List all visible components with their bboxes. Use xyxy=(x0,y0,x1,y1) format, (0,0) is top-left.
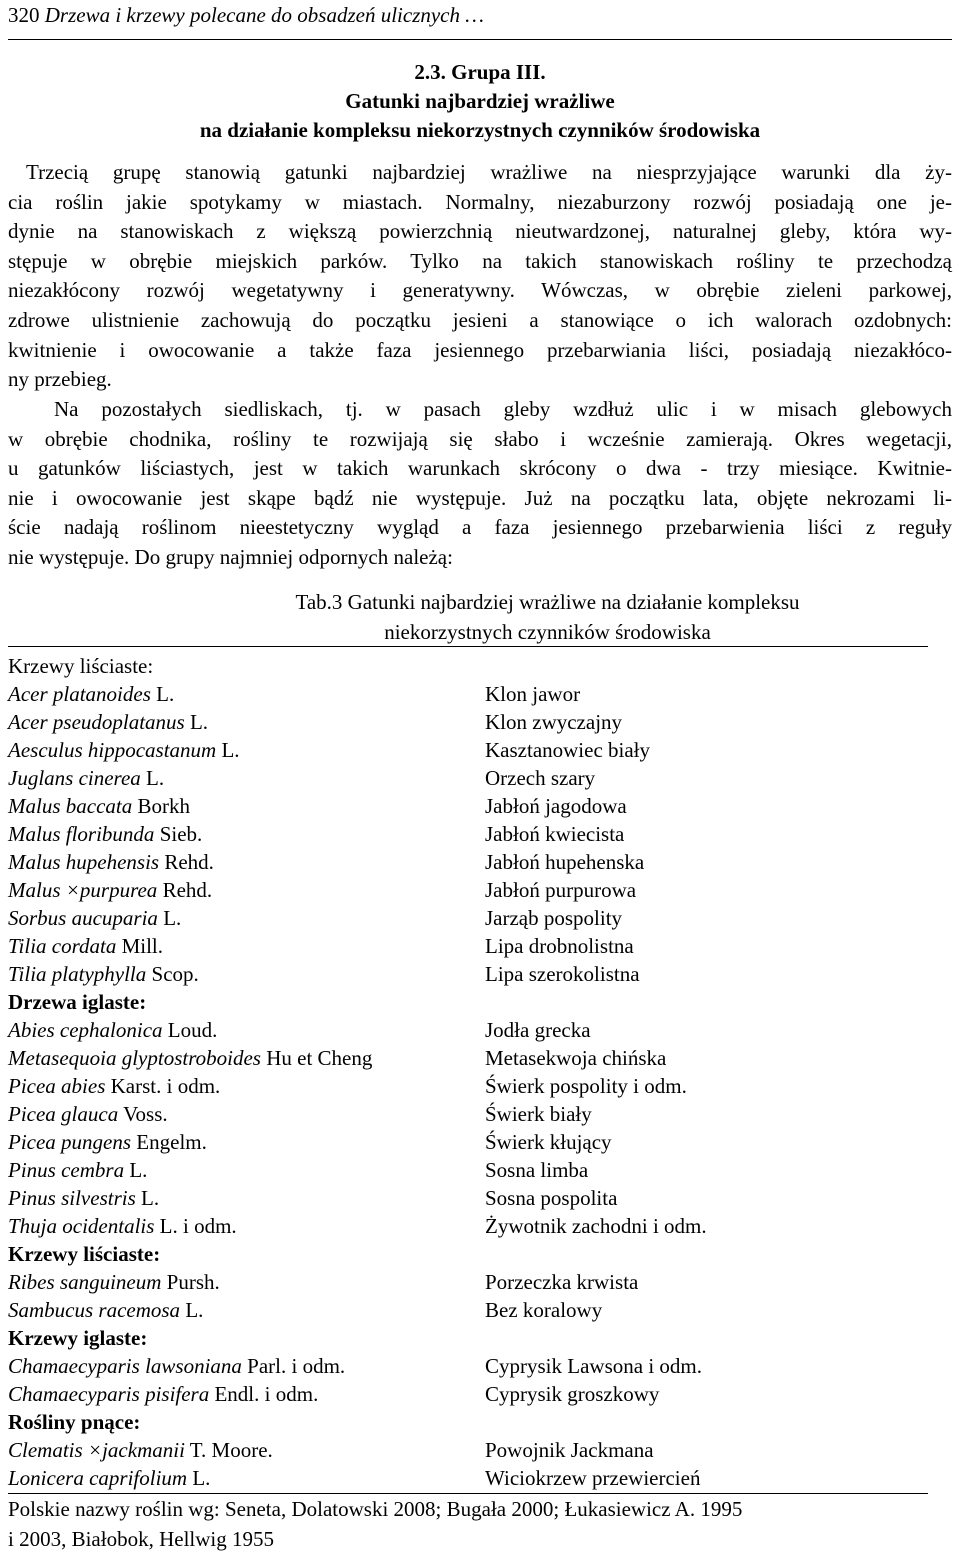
polish-name: Jarząb pospolity xyxy=(485,906,623,930)
latin-name: Pinus cembra xyxy=(8,1158,125,1182)
paragraph-line: kwitnienie i owocowanie a także faza jesiennego przebarwiania liści, posiadają niezakłóco- xyxy=(8,337,952,362)
author-abbrev: L. xyxy=(187,1466,211,1490)
table-row xyxy=(8,1100,952,1128)
polish-name: Lipa szerokolistna xyxy=(485,962,640,986)
latin-name-cell xyxy=(8,876,212,904)
author-abbrev: Hu et Cheng xyxy=(260,1046,373,1070)
table-row xyxy=(8,876,952,904)
author-abbrev: L. xyxy=(140,766,165,790)
table-row xyxy=(8,1128,952,1156)
latin-name: Abies cephalonica xyxy=(8,1018,163,1042)
latin-name: Tilia cordata xyxy=(8,934,117,958)
author-abbrev: L. xyxy=(180,1298,204,1322)
table-row xyxy=(8,1352,952,1380)
latin-name: Chamaecyparis pisifera xyxy=(8,1382,210,1406)
footnote-line1: Polskie nazwy roślin wg: Seneta, Dolatowski 2008; Bugała 2000; Łukasiewicz A. 1995 xyxy=(8,1497,743,1521)
table-row xyxy=(8,680,952,708)
latin-name-cell xyxy=(8,1100,168,1128)
latin-name-cell xyxy=(8,708,208,736)
paragraph-line: nie i owocowanie jest skąpe bądź nie występuje. Już na początku lata, objęte nekrozami li- xyxy=(8,485,952,510)
section-title-line1: Gatunki najbardziej wrażliwe xyxy=(345,89,615,113)
table-row xyxy=(8,1380,952,1408)
table-category-row xyxy=(8,1408,952,1436)
polish-name: Cyprysik Lawsona i odm. xyxy=(485,1354,702,1378)
author-abbrev: Karst. i odm. xyxy=(105,1074,221,1098)
latin-name-cell xyxy=(8,1044,372,1072)
latin-name-cell xyxy=(8,960,199,988)
latin-name: Ribes sanguineum xyxy=(8,1270,162,1294)
latin-name-cell xyxy=(8,1352,345,1380)
paragraph-line: nie występuje. Do grupy najmniej odpornych należą: xyxy=(8,544,453,569)
latin-name: Thuja ocidentalis xyxy=(8,1214,155,1238)
latin-name-cell xyxy=(8,680,174,708)
latin-name: Metasequoia glyptostroboides xyxy=(8,1046,261,1070)
table-row xyxy=(8,904,952,932)
latin-name-cell xyxy=(8,1184,159,1212)
table-caption-line1: Tab.3 Gatunki najbardziej wrażliwe na działanie kompleksu xyxy=(295,590,800,614)
latin-name-cell xyxy=(8,1072,220,1100)
latin-name: Picea abies xyxy=(8,1074,106,1098)
polish-name: Bez koralowy xyxy=(485,1298,603,1322)
paragraph-line: ście nadają roślinom nieestetyczny wygląd a faza jesiennego przebarwienia liści z reguły xyxy=(8,515,952,540)
latin-name: Malus baccata xyxy=(8,794,133,818)
paragraph-line: w obrębie chodnika, rośliny te rozwijają się słabo i wcześnie zamierają. Okres wegetacji, xyxy=(8,426,952,451)
latin-name-cell xyxy=(8,736,240,764)
paragraph-line: stępuje w obrębie miejskich parków. Tylko na takich stanowiskach rośliny te przechodzą xyxy=(8,248,952,273)
author-abbrev: L. xyxy=(124,1158,148,1182)
table-category-row xyxy=(8,988,952,1016)
polish-name: Lipa drobnolistna xyxy=(485,934,634,958)
table-row xyxy=(8,1072,952,1100)
latin-name: Sorbus aucuparia xyxy=(8,906,158,930)
running-title: Drzewa i krzewy polecane do obsadzeń ulicznych … xyxy=(44,3,484,27)
table-category-row xyxy=(8,652,952,680)
table-top-rule xyxy=(8,646,928,647)
running-header xyxy=(8,0,952,40)
author-abbrev: L. i odm. xyxy=(154,1214,237,1238)
author-abbrev: Borkh xyxy=(132,794,190,818)
table-row xyxy=(8,1184,952,1212)
paragraph-line: cia roślin jakie spotykamy w miastach. Normalny, niezaburzony rozwój posiadają one je- xyxy=(8,189,952,214)
author-abbrev: T. Moore. xyxy=(184,1438,273,1462)
polish-name: Jabłoń hupehenska xyxy=(485,850,645,874)
latin-name: Malus ×purpurea xyxy=(8,878,158,902)
paragraph-line: ny przebieg. xyxy=(8,367,112,392)
paragraph-1 xyxy=(8,158,952,395)
latin-name-cell xyxy=(8,1212,237,1240)
polish-name: Jodła grecka xyxy=(485,1018,591,1042)
polish-name: Wiciokrzew przewiercień xyxy=(485,1466,701,1490)
author-abbrev: Loud. xyxy=(162,1018,218,1042)
table-caption-line2: niekorzystnych czynników środowiska xyxy=(384,620,711,644)
latin-name: Pinus silvestris xyxy=(8,1186,136,1210)
polish-name: Orzech szary xyxy=(485,766,596,790)
latin-name-cell xyxy=(8,764,164,792)
paragraph-line: dynie na stanowiskach z większą powierzchnią nieutwardzonej, naturalnej gleby, która wy- xyxy=(8,219,952,244)
polish-name: Żywotnik zachodni i odm. xyxy=(485,1214,707,1238)
latin-name: Clematis ×jackmanii xyxy=(8,1438,185,1462)
latin-name: Malus floribunda xyxy=(8,822,155,846)
polish-name: Klon zwyczajny xyxy=(485,710,623,734)
paragraph-line: zdrowe ulistnienie zachowują do początku jesieni a stanowiące o ich walorach ozdobnych: xyxy=(8,307,952,332)
author-abbrev: Pursh. xyxy=(161,1270,220,1294)
polish-name: Porzeczka krwista xyxy=(485,1270,639,1294)
category-label: Krzewy liściaste: xyxy=(8,1242,161,1266)
table-row xyxy=(8,1156,952,1184)
paragraph-line: Trzecią grupę stanowią gatunki najbardziej wrażliwe na niesprzyjające warunki dla ży- xyxy=(26,160,952,184)
author-abbrev: Parl. i odm. xyxy=(241,1354,346,1378)
plant-table xyxy=(8,652,952,1492)
table-row xyxy=(8,1212,952,1240)
table-row xyxy=(8,932,952,960)
latin-name-cell xyxy=(8,1380,318,1408)
footnote xyxy=(8,1494,952,1554)
latin-name-cell xyxy=(8,1156,147,1184)
latin-name: Lonicera caprifolium xyxy=(8,1466,188,1490)
author-abbrev: Scop. xyxy=(146,962,199,986)
polish-name: Jabłoń jagodowa xyxy=(485,794,627,818)
paragraph-line: niezakłócony rozwój wegetatywny i generatywny. Wówczas, w obrębie zieleni parkowej, xyxy=(8,278,952,303)
paragraph-2 xyxy=(8,395,952,573)
author-abbrev: L. xyxy=(216,738,240,762)
latin-name-cell xyxy=(8,904,181,932)
section-number-title: 2.3. Grupa III. xyxy=(414,60,546,84)
polish-name: Cyprysik groszkowy xyxy=(485,1382,660,1406)
latin-name-cell xyxy=(8,792,190,820)
table-row xyxy=(8,820,952,848)
latin-name: Acer platanoides xyxy=(8,682,151,706)
latin-name-cell xyxy=(8,1016,217,1044)
latin-name: Chamaecyparis lawsoniana xyxy=(8,1354,242,1378)
polish-name: Świerk kłujący xyxy=(485,1130,612,1154)
latin-name: Acer pseudoplatanus xyxy=(8,710,185,734)
polish-name: Powojnik Jackmana xyxy=(485,1438,654,1462)
category-label: Rośliny pnące: xyxy=(8,1410,141,1434)
latin-name: Sambucus racemosa xyxy=(8,1298,181,1322)
polish-name: Jabłoń purpurowa xyxy=(485,878,637,902)
latin-name: Aesculus hippocastanum xyxy=(8,738,217,762)
page-number: 320 xyxy=(8,3,40,27)
paragraph-line: u gatunków liściastych, jest w takich warunkach skrócony o dwa - trzy miesiące. Kwitnie- xyxy=(8,456,952,481)
table-row xyxy=(8,1296,952,1324)
polish-name: Sosna pospolita xyxy=(485,1186,618,1210)
footnote-line2: i 2003, Białobok, Hellwig 1955 xyxy=(8,1527,274,1551)
latin-name-cell xyxy=(8,848,214,876)
polish-name: Klon jawor xyxy=(485,682,581,706)
polish-name: Sosna limba xyxy=(485,1158,589,1182)
author-abbrev: L. xyxy=(157,906,182,930)
latin-name-cell xyxy=(8,1296,203,1324)
author-abbrev: Rehd. xyxy=(159,850,214,874)
latin-name-cell xyxy=(8,820,202,848)
paragraph-line: Na pozostałych siedliskach, tj. w pasach gleby wzdłuż ulic i w misach glebowych xyxy=(54,397,952,421)
latin-name: Picea glauca xyxy=(8,1102,119,1126)
table-row xyxy=(8,1436,952,1464)
table-row xyxy=(8,848,952,876)
latin-name-cell xyxy=(8,932,163,960)
author-abbrev: Voss. xyxy=(118,1102,168,1126)
author-abbrev: Endl. i odm. xyxy=(209,1382,319,1406)
category-label: Krzewy liściaste: xyxy=(8,654,154,678)
latin-name: Picea pungens xyxy=(8,1130,132,1154)
table-row xyxy=(8,1268,952,1296)
latin-name-cell xyxy=(8,1268,220,1296)
latin-name-cell xyxy=(8,1436,273,1464)
table-row xyxy=(8,960,952,988)
author-abbrev: Engelm. xyxy=(131,1130,207,1154)
latin-name-cell xyxy=(8,1464,210,1492)
latin-name-cell xyxy=(8,1128,207,1156)
category-label: Drzewa iglaste: xyxy=(8,990,147,1014)
author-abbrev: Mill. xyxy=(116,934,164,958)
polish-name: Metasekwoja chińska xyxy=(485,1046,667,1070)
latin-name: Tilia platyphylla xyxy=(8,962,147,986)
table-row xyxy=(8,792,952,820)
table-category-row xyxy=(8,1240,952,1268)
author-abbrev: L. xyxy=(184,710,209,734)
polish-name: Kasztanowiec biały xyxy=(485,738,651,762)
table-row xyxy=(8,764,952,792)
table-row xyxy=(8,708,952,736)
polish-name: Świerk pospolity i odm. xyxy=(485,1074,687,1098)
category-label: Krzewy iglaste: xyxy=(8,1326,148,1350)
author-abbrev: L. xyxy=(150,682,175,706)
table-row xyxy=(8,736,952,764)
section-title-line2: na działanie kompleksu niekorzystnych czynników środowiska xyxy=(199,118,761,142)
polish-name: Jabłoń kwiecista xyxy=(485,822,625,846)
author-abbrev: L. xyxy=(135,1186,160,1210)
author-abbrev: Rehd. xyxy=(157,878,213,902)
table-row xyxy=(8,1464,952,1492)
table-category-row xyxy=(8,1324,952,1352)
latin-name: Malus hupehensis xyxy=(8,850,160,874)
table-row xyxy=(8,1016,952,1044)
polish-name: Świerk biały xyxy=(485,1102,592,1126)
table-row xyxy=(8,1044,952,1072)
latin-name: Juglans cinerea xyxy=(8,766,141,790)
author-abbrev: Sieb. xyxy=(154,822,203,846)
